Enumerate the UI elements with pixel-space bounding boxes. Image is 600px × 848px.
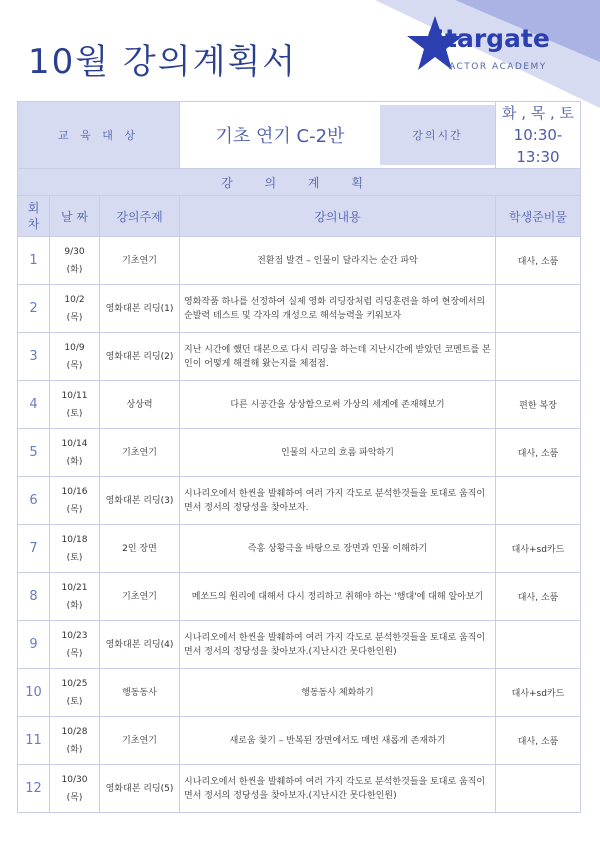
- class-name: 기초 연기 C-2반: [215, 126, 345, 147]
- row-content: 다른 시공간을 상상함으로써 가상의 세계에 존재해보기: [180, 381, 496, 429]
- col-content: 강의내용: [180, 196, 496, 237]
- row-date-value: 10/9: [64, 342, 85, 353]
- row-topic: 영화대본 리딩(4): [100, 621, 180, 669]
- row-topic: 영화대본 리딩(3): [100, 477, 180, 525]
- row-prep: [496, 333, 581, 381]
- row-day: (토): [66, 696, 83, 707]
- row-day: (목): [66, 648, 83, 659]
- row-date: [50, 717, 100, 765]
- row-date: [50, 237, 100, 285]
- table-row: [18, 717, 581, 765]
- row-prep: 대사, 소품: [496, 429, 581, 477]
- row-number: 7: [18, 525, 50, 573]
- row-number: 1: [18, 237, 50, 285]
- row-number: 10: [18, 669, 50, 717]
- row-topic: 기초연기: [100, 237, 180, 285]
- time-label: 강의시간: [380, 105, 495, 165]
- logo: [405, 14, 585, 78]
- row-date: [50, 621, 100, 669]
- row-date: [50, 573, 100, 621]
- row-day: (화): [66, 456, 83, 467]
- col-prep: 학생준비물: [496, 196, 581, 237]
- row-number: 6: [18, 477, 50, 525]
- row-day: (토): [66, 552, 83, 563]
- row-date-value: 9/30: [64, 246, 85, 257]
- row-prep: 대사+sd카드: [496, 525, 581, 573]
- table-row: [18, 477, 581, 525]
- row-prep: [496, 285, 581, 333]
- row-content: 인물의 사고의 흐름 파악하기: [180, 429, 496, 477]
- row-content: 전환점 발견 – 인물이 달라지는 순간 파악: [180, 237, 496, 285]
- row-content: 시나리오에서 한씬을 발췌하여 여러 가지 각도로 분석한것들을 토대로 움직이면서 정서의 정당성을 찾아보자.: [180, 477, 496, 525]
- row-prep: 대사, 소품: [496, 237, 581, 285]
- row-date-value: 10/16: [61, 486, 88, 497]
- row-topic: 영화대본 리딩(2): [100, 333, 180, 381]
- row-number: 2: [18, 285, 50, 333]
- row-day: (목): [66, 792, 83, 803]
- row-date: [50, 285, 100, 333]
- row-number: 12: [18, 765, 50, 813]
- row-content: 영화작품 하나를 선정하여 실제 영화 리딩장처럼 리딩훈련을 하여 현장에서의 순발력 테스트 및 각자의 개성으로 해석능력을 키워보자: [180, 285, 496, 333]
- row-prep: [496, 765, 581, 813]
- row-prep: 대사, 소품: [496, 717, 581, 765]
- row-content: 새로움 찾기 – 반복된 장면에서도 매번 새롭게 존재하기: [180, 717, 496, 765]
- row-topic: 영화대본 리딩(5): [100, 765, 180, 813]
- info-row: [18, 102, 581, 169]
- row-prep: 대사, 소품: [496, 573, 581, 621]
- row-number: 11: [18, 717, 50, 765]
- section-title: 강 의 계 획: [18, 169, 581, 196]
- row-date-value: 10/18: [61, 534, 88, 545]
- row-day: (목): [66, 360, 83, 371]
- col-topic: 강의주제: [100, 196, 180, 237]
- table-row: [18, 333, 581, 381]
- row-topic: 기초연기: [100, 573, 180, 621]
- table-row: [18, 429, 581, 477]
- row-content: 즉흥 상황극을 바탕으로 장면과 인물 이해하기: [180, 525, 496, 573]
- row-number: 9: [18, 621, 50, 669]
- column-header-row: [18, 196, 581, 237]
- row-content: 시나리오에서 한씬을 발췌하여 여러 가지 각도로 분석한것들을 토대로 움직이면서 정서의 정당성을 찾아보자.(지난시간 못다한인원): [180, 621, 496, 669]
- row-date: [50, 525, 100, 573]
- row-date-value: 10/30: [61, 774, 88, 785]
- row-day: (토): [66, 408, 83, 419]
- row-content: 지난 시간에 했던 대본으로 다시 리딩을 하는데 지난시간에 받았던 코멘트를 본인이 어떻게 해결해 왔는지를 체점점.: [180, 333, 496, 381]
- row-date: [50, 669, 100, 717]
- table-row: [18, 669, 581, 717]
- row-day: (목): [66, 504, 83, 515]
- lecture-plan-table: [17, 101, 581, 813]
- row-date: [50, 333, 100, 381]
- col-number: 회차: [18, 196, 50, 237]
- row-topic: 행동동사: [100, 669, 180, 717]
- row-topic: 영화대본 리딩(1): [100, 285, 180, 333]
- row-date-value: 10/28: [61, 726, 88, 737]
- row-prep: [496, 477, 581, 525]
- row-day: (화): [66, 744, 83, 755]
- row-date-value: 10/14: [61, 438, 88, 449]
- table-row: [18, 237, 581, 285]
- table-row: [18, 525, 581, 573]
- row-content: 행동동사 체화하기: [180, 669, 496, 717]
- row-date-value: 10/11: [61, 390, 88, 401]
- table-row: [18, 765, 581, 813]
- class-info-cell: [180, 102, 496, 169]
- row-number: 4: [18, 381, 50, 429]
- row-topic: 상상력: [100, 381, 180, 429]
- row-date: [50, 765, 100, 813]
- row-date: [50, 429, 100, 477]
- row-prep: [496, 621, 581, 669]
- row-number: 8: [18, 573, 50, 621]
- row-number: 3: [18, 333, 50, 381]
- table-row: [18, 621, 581, 669]
- row-content: 메쏘드의 원리에 대해서 다시 정리하고 취해야 하는 '행대'에 대해 알아보기: [180, 573, 496, 621]
- row-date-value: 10/21: [61, 582, 88, 593]
- row-topic: 기초연기: [100, 429, 180, 477]
- class-days: 화 , 목 , 토: [501, 104, 575, 122]
- row-topic: 기초연기: [100, 717, 180, 765]
- row-day: (화): [66, 264, 83, 275]
- row-day: (목): [66, 312, 83, 323]
- table-row: [18, 381, 581, 429]
- table-row: [18, 285, 581, 333]
- row-date-value: 10/23: [61, 630, 88, 641]
- col-date: 날 짜: [50, 196, 100, 237]
- class-time: [496, 102, 581, 169]
- logo-text: Stargate: [427, 24, 550, 53]
- logo-subtitle: ACTOR ACADEMY: [449, 62, 547, 72]
- page-title: 10월 강의계획서: [28, 42, 298, 82]
- row-day: (화): [66, 600, 83, 611]
- row-prep: 편한 복장: [496, 381, 581, 429]
- row-date: [50, 477, 100, 525]
- row-prep: 대사+sd카드: [496, 669, 581, 717]
- table-row: [18, 573, 581, 621]
- row-number: 5: [18, 429, 50, 477]
- row-content: 시나리오에서 한씬을 발췌하여 여러 가지 각도로 분석한것들을 토대로 움직이면서 정서의 정당성을 찾아보자.(지난시간 못다한인원): [180, 765, 496, 813]
- row-date: [50, 381, 100, 429]
- row-date-value: 10/25: [61, 678, 88, 689]
- target-label: 교 육 대 상: [18, 102, 180, 169]
- class-hours: 10:30-13:30: [513, 126, 563, 166]
- row-topic: 2인 장면: [100, 525, 180, 573]
- row-date-value: 10/2: [64, 294, 85, 305]
